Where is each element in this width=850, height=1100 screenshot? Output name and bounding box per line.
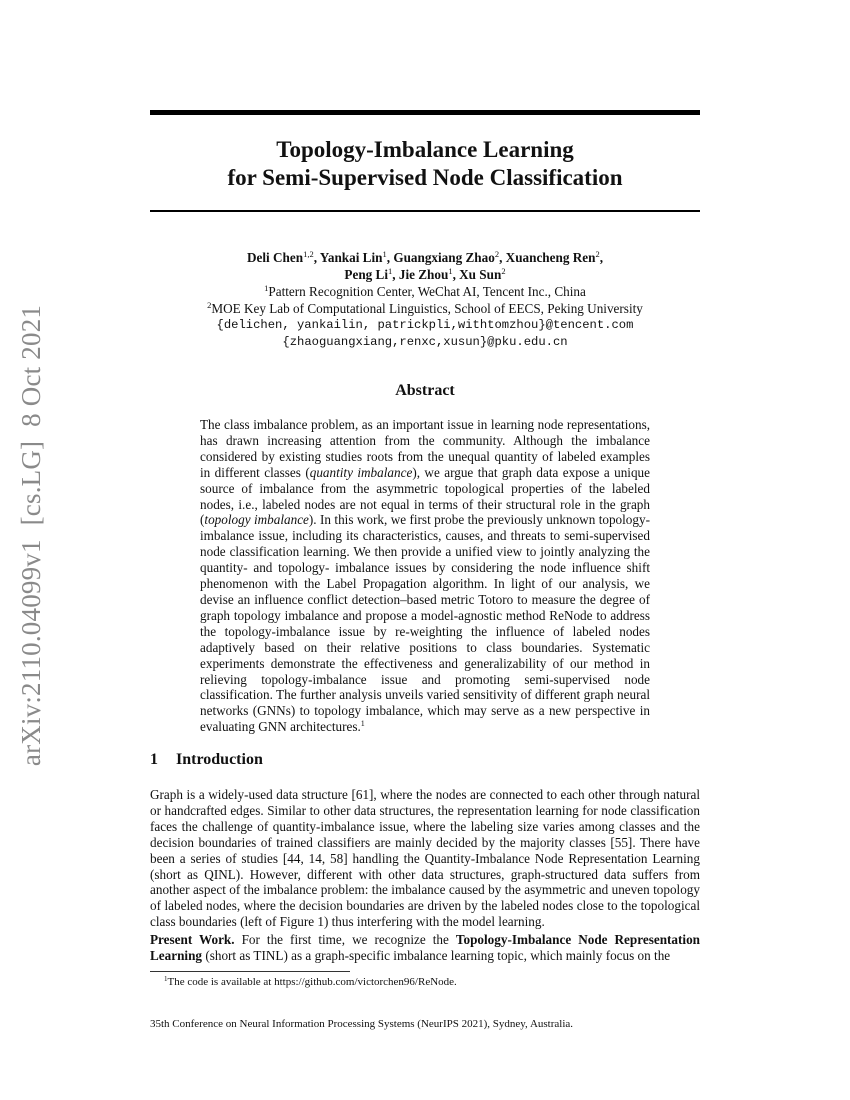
conference-notice: 35th Conference on Neural Information Processing Systems (NeurIPS 2021), Sydney, Australia. bbox=[150, 1018, 574, 1030]
author-name: Xuancheng Ren bbox=[505, 250, 596, 265]
author-affil: 1 bbox=[388, 266, 393, 276]
author-name: Yankai Lin bbox=[319, 250, 383, 265]
section-title: Introduction bbox=[176, 751, 263, 768]
email-tencent: {delichen, yankailin, patrickpli,withtomzhou}@tencent.com bbox=[216, 318, 634, 332]
footnote-rule bbox=[150, 971, 350, 972]
email-pku: {zhaoguangxiang,renxc,xusun}@pku.edu.cn bbox=[282, 335, 568, 349]
affiliation-2: $^2$MOE Key Lab of Computational Linguistics, School of EECS, Peking University bbox=[207, 300, 643, 316]
author-affil: 2 bbox=[494, 249, 500, 259]
author-affil: 1,2 bbox=[303, 249, 314, 259]
title-line-1: Topology-Imbalance Learning bbox=[276, 137, 574, 162]
term-quantity-imbalance: quantity imbalance bbox=[309, 464, 413, 480]
author-name: Jie Zhou bbox=[398, 267, 449, 282]
term-tinl: Topology-Imbalance Node Representation Learning bbox=[150, 932, 700, 963]
abstract-heading: Abstract bbox=[395, 382, 455, 399]
title-line-2: for Semi-Supervised Node Classification bbox=[227, 165, 623, 190]
title-top-rule bbox=[150, 110, 700, 115]
author-affil: 1 bbox=[448, 266, 453, 276]
footnote: $^1$The code is available at https://github.com/victorchen96/ReNode. bbox=[164, 975, 457, 988]
author-name: Guangxiang Zhao bbox=[393, 250, 495, 265]
arxiv-stamp bbox=[10, 290, 54, 780]
abstract-body: The class imbalance problem, as an important issue in learning node representations, has drawn increasing attention from the community. Although the imbalance considered by existing studies roots from the unequal quantity of labeled examples in different classes (quantity imbalance), we argue that graph data expose a unique source of imbalance from the asymmetric topological properties of the labeled nodes, i.e., labeled nodes are not equal in terms of their structural role in the graph (topology imbalance). In this work, we first probe the previously unknown topology-imbalance issue, including its characteristics, causes, and threats to semi-supervised node classification learning. We then provide a unified view to jointly analyzing the quantity- and topology- imbalance issues by considering the node influence shift phenomenon with the Label Propagation algorithm. In light of our analysis, we devise an influence conflict detection–based metric Totoro to measure the degree of graph topology imbalance and propose a model-agnostic method ReNode to address the topology-imbalance issue by re-weighting the influence of labeled nodes adaptively based on their relative positions to class boundaries. Systematic experiments demonstrate the effectiveness and generalizability of our method in relieving topology-imbalance issue and promoting semi-supervised node classification. The further analysis unveils varied sensitivity of different graph neural networks (GNNs) to topology imbalance, which may serve as a new perspective in evaluating GNN architectures.$^1$ bbox=[200, 417, 650, 735]
paper-title bbox=[150, 136, 700, 192]
author-names-line-2: Peng Li$^1$, Jie Zhou$^1$, Xu Sun$^2$ bbox=[344, 266, 506, 282]
term-topology-imbalance: topology imbalance bbox=[204, 512, 309, 528]
intro-paragraph-2: Present Work. For the first time, we recognize the Topology-Imbalance Node Representation Learning (short as TINL) as a graph-specific imbalance learning topic, which mainly focus on the bbox=[150, 932, 700, 963]
footnote-text[interactable]: The code is available at https://github.com/victorchen96/ReNode. bbox=[167, 976, 457, 988]
affiliation-1: $^1$Pattern Recognition Center, WeChat AI, Tencent Inc., China bbox=[264, 283, 586, 299]
title-bottom-rule bbox=[150, 210, 700, 212]
intro-paragraph-1: Graph is a widely-used data structure [61], where the nodes are connected to each other through natural or handcrafted edges. Similar to other data structures, the representation learning for node classification faces the challenge of quantity-imbalance issue, where the labeling size varies among classes and the decision boundaries of trained classifiers are mainly decided by the majority classes [55]. There have been a series of studies [44, 14, 58] handling the Quantity-Imbalance Node Representation Learning (short as QINL). However, different with other data structures, graph-structured data suffers from another aspect of the imbalance problem: the imbalance caused by the asymmetric and uneven topology of labeled nodes, where the decision boundaries are driven by the labeled nodes close to the topological class boundaries (left of Figure 1) thus interfering with the model learning. bbox=[150, 787, 700, 930]
paragraph-lead: Present Work. bbox=[150, 932, 235, 947]
author-names-line-1: Deli Chen$^{1,2}$, Yankai Lin$^1$, Guangxiang Zhao$^2$, Xuancheng Ren$^2$, bbox=[247, 249, 603, 265]
footnote-ref[interactable]: 1 bbox=[360, 719, 365, 729]
author-name: Xu Sun bbox=[459, 267, 502, 282]
author-name: Peng Li bbox=[344, 267, 388, 282]
author-name: Deli Chen bbox=[247, 250, 304, 265]
author-block bbox=[150, 249, 700, 351]
author-affil: 2 bbox=[595, 249, 600, 259]
section-number: 1 bbox=[150, 751, 158, 768]
author-affil: 1 bbox=[382, 249, 387, 259]
arxiv-identifier: arXiv:2110.04099v1 [cs.LG] 8 Oct 2021 bbox=[16, 304, 47, 766]
section-heading-introduction bbox=[150, 751, 700, 769]
author-affil: 2 bbox=[501, 266, 506, 276]
